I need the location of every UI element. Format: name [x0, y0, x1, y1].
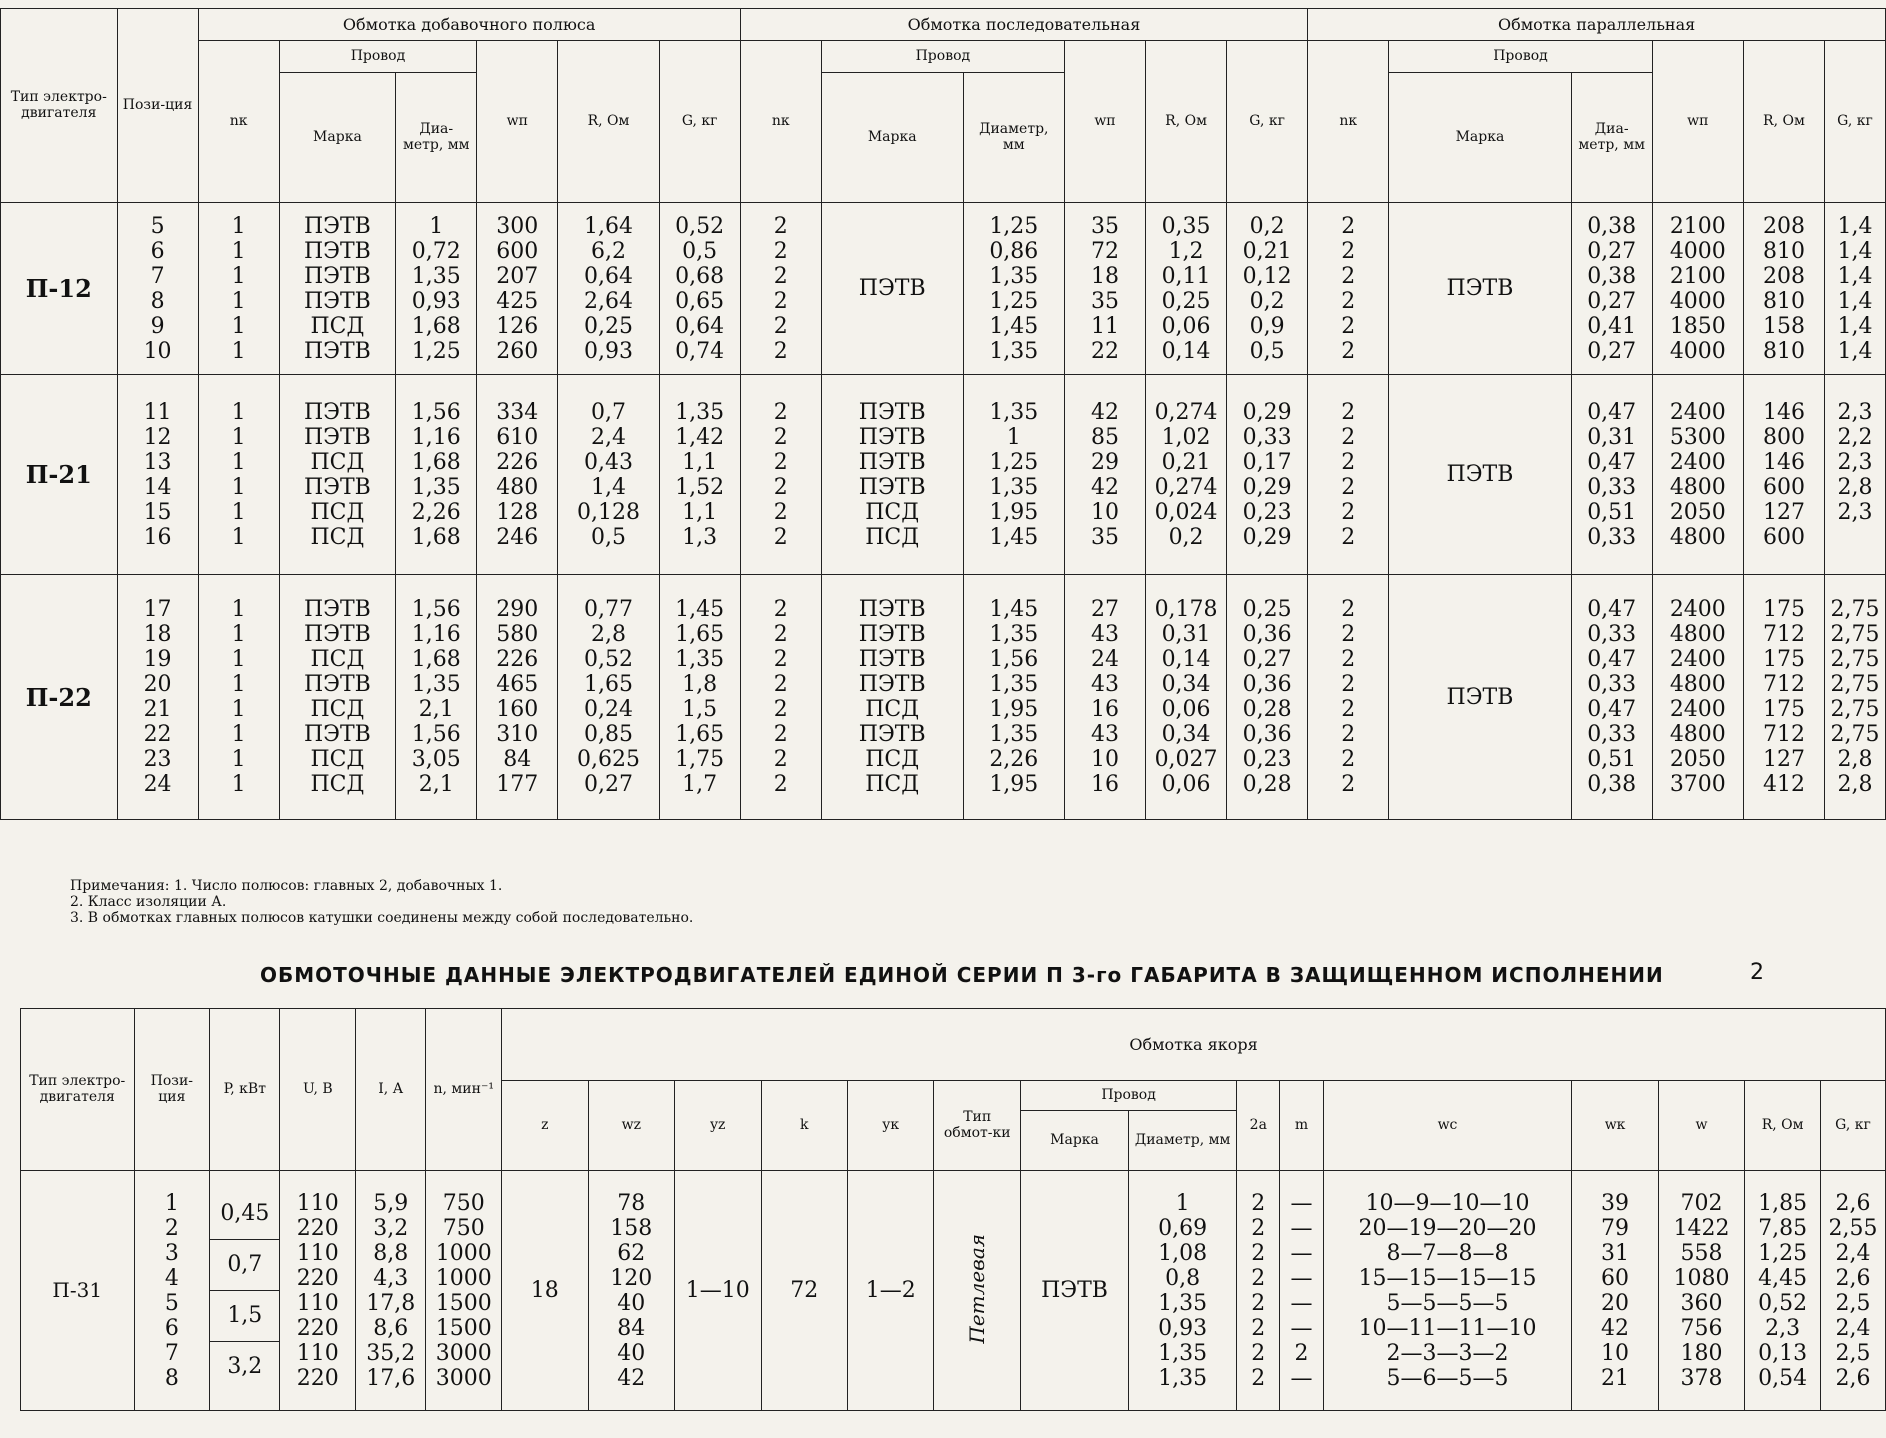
series-nk: 2 2 2 2 2 2	[740, 375, 821, 575]
motor-type: П-21	[1, 375, 118, 575]
parallel-diameter: 0,47 0,31 0,47 0,33 0,51 0,33	[1571, 375, 1652, 575]
header-r: R, Ом	[1745, 1081, 1821, 1171]
winding-type-cell	[934, 1171, 1020, 1411]
aux-marka: ПЭТВ ПЭТВ ПСД ПЭТВ ПСД ПЭТВ ПСД ПСД	[279, 575, 396, 820]
header-diameter: Диаметр, мм	[963, 73, 1064, 203]
aux-r: 1,64 6,2 0,64 2,64 0,25 0,93	[558, 203, 659, 375]
diameter: 1 0,69 1,08 0,8 1,35 0,93 1,35 1,35	[1129, 1171, 1237, 1411]
header-wk: wк	[1572, 1081, 1658, 1171]
header-k: k	[761, 1081, 847, 1171]
yk: 1—2	[848, 1171, 934, 1411]
series-g: 0,2 0,21 0,12 0,2 0,9 0,5	[1227, 203, 1308, 375]
header-aux-pole-winding: Обмотка добавочного полюса	[198, 9, 740, 41]
current: 5,9 3,2 8,8 4,3 17,8 8,6 35,2 17,6	[356, 1171, 426, 1411]
header-w: w	[1658, 1081, 1744, 1171]
armature-winding-table	[20, 1008, 1886, 1411]
header-power: P, кВт	[210, 1009, 280, 1171]
table-row	[21, 1171, 1886, 1411]
series-r: 0,178 0,31 0,14 0,34 0,06 0,34 0,027 0,06	[1146, 575, 1227, 820]
header-diameter: Диа-метр, мм	[1571, 73, 1652, 203]
header-winding-type: Тип обмот-ки	[934, 1081, 1020, 1171]
motor-type: П-12	[1, 203, 118, 375]
yz: 1—10	[675, 1171, 761, 1411]
wk: 39 79 31 60 20 42 10 21	[1572, 1171, 1658, 1411]
positions: 17 18 19 20 21 22 23 24	[117, 575, 198, 820]
header-wc: wc	[1323, 1081, 1572, 1171]
r: 1,85 7,85 1,25 4,45 0,52 2,3 0,13 0,54	[1745, 1171, 1821, 1411]
header-g: G, кг	[1820, 1081, 1885, 1171]
series-diameter: 1,35 1 1,25 1,35 1,95 1,45	[963, 375, 1064, 575]
header-g: G, кг	[659, 41, 740, 203]
power-value: 0,7	[210, 1240, 279, 1291]
header-wp: wп	[1652, 41, 1743, 203]
header-wire: Провод	[821, 41, 1064, 73]
header-marka: Марка	[1389, 73, 1571, 203]
header-position: Пози-ция	[134, 1009, 210, 1171]
header-marka: Марка	[279, 73, 396, 203]
header-wire: Провод	[1389, 41, 1652, 73]
positions: 11 12 13 14 15 16	[117, 375, 198, 575]
voltage: 110 220 110 220 110 220 110 220	[280, 1171, 356, 1411]
power-cell	[210, 1171, 280, 1411]
header-g: G, кг	[1227, 41, 1308, 203]
series-r: 0,274 1,02 0,21 0,274 0,024 0,2	[1146, 375, 1227, 575]
w: 702 1422 558 1080 360 756 180 378	[1658, 1171, 1744, 1411]
power-value: 3,2	[227, 1354, 263, 1379]
header-r: R, Ом	[558, 41, 659, 203]
aux-nk: 1 1 1 1 1 1	[198, 203, 279, 375]
header-voltage: U, В	[280, 1009, 356, 1171]
parallel-g: 2,75 2,75 2,75 2,75 2,75 2,75 2,8 2,8	[1824, 575, 1885, 820]
page-number: 2	[1750, 960, 1764, 985]
header-wp: wп	[477, 41, 558, 203]
header-current: I, А	[356, 1009, 426, 1171]
aux-nk: 1 1 1 1 1 1 1 1	[198, 575, 279, 820]
parallel-nk: 2 2 2 2 2 2	[1308, 203, 1389, 375]
winding-table-main	[0, 8, 1886, 820]
header-wz: wz	[588, 1081, 674, 1171]
parallel-wp: 2400 5300 2400 4800 2050 4800	[1652, 375, 1743, 575]
series-nk: 2 2 2 2 2 2	[740, 203, 821, 375]
series-marka: ПЭТВ ПЭТВ ПЭТВ ПЭТВ ПСД ПЭТВ ПСД ПСД	[821, 575, 963, 820]
winding-type: Петлевая	[965, 1233, 990, 1344]
g: 2,6 2,55 2,4 2,6 2,5 2,4 2,5 2,6	[1820, 1171, 1885, 1411]
series-wp: 35 72 18 35 11 22	[1064, 203, 1145, 375]
power-value: 0,45	[210, 1189, 279, 1240]
power-value: 1,5	[210, 1291, 279, 1342]
header-z: z	[502, 1081, 588, 1171]
header-speed: n, мин⁻¹	[426, 1009, 502, 1171]
aux-diameter: 1 0,72 1,35 0,93 1,68 1,25	[396, 203, 477, 375]
header-yz: yz	[675, 1081, 761, 1171]
parallel-wp: 2100 4000 2100 4000 1850 4000	[1652, 203, 1743, 375]
aux-marka: ПЭТВ ПЭТВ ПЭТВ ПЭТВ ПСД ПЭТВ	[279, 203, 396, 375]
header-diameter: Диа-метр, мм	[396, 73, 477, 203]
aux-g: 1,45 1,65 1,35 1,8 1,5 1,65 1,75 1,7	[659, 575, 740, 820]
header-diameter: Диаметр, мм	[1129, 1111, 1237, 1171]
speed: 750 750 1000 1000 1500 1500 3000 3000	[426, 1171, 502, 1411]
series-diameter: 1,45 1,35 1,56 1,35 1,95 1,35 2,26 1,95	[963, 575, 1064, 820]
series-nk: 2 2 2 2 2 2 2 2	[740, 575, 821, 820]
wc: 10—9—10—10 20—19—20—20 8—7—8—8 15—15—15—15 5—5—5—5 10—11—11—10 2—3—3—2 5—6—5—5	[1323, 1171, 1572, 1411]
series-marka: ПЭТВ	[821, 203, 963, 375]
aux-wp: 334 610 226 480 128 246	[477, 375, 558, 575]
aux-r: 0,7 2,4 0,43 1,4 0,128 0,5	[558, 375, 659, 575]
positions: 5 6 7 8 9 10	[117, 203, 198, 375]
wz: 78 158 62 120 40 84 40 42	[588, 1171, 674, 1411]
parallel-g: 2,3 2,2 2,3 2,8 2,3	[1824, 375, 1885, 575]
table-row	[1, 575, 1886, 820]
header-m: m	[1280, 1081, 1323, 1171]
header-nk: nк	[198, 41, 279, 203]
aux-nk: 1 1 1 1 1 1	[198, 375, 279, 575]
parallel-r: 208 810 208 810 158 810	[1743, 203, 1824, 375]
parallel-nk: 2 2 2 2 2 2 2 2	[1308, 575, 1389, 820]
notes	[70, 878, 693, 926]
aux-marka: ПЭТВ ПЭТВ ПСД ПЭТВ ПСД ПСД	[279, 375, 396, 575]
header-wire: Провод	[1020, 1081, 1236, 1111]
series-diameter: 1,25 0,86 1,35 1,25 1,45 1,35	[963, 203, 1064, 375]
parallel-r: 175 712 175 712 175 712 127 412	[1743, 575, 1824, 820]
table-row	[1, 375, 1886, 575]
marka: ПЭТВ	[1020, 1171, 1128, 1411]
header-r: R, Ом	[1146, 41, 1227, 203]
header-g: G, кг	[1824, 41, 1885, 203]
aux-r: 0,77 2,8 0,52 1,65 0,24 0,85 0,625 0,27	[558, 575, 659, 820]
k: 72	[761, 1171, 847, 1411]
z: 18	[502, 1171, 588, 1411]
aux-diameter: 1,56 1,16 1,68 1,35 2,1 1,56 3,05 2,1	[396, 575, 477, 820]
series-g: 0,29 0,33 0,17 0,29 0,23 0,29	[1227, 375, 1308, 575]
header-motor-type: Тип электро-двигателя	[21, 1009, 135, 1171]
motor-type: П-22	[1, 575, 118, 820]
series-r: 0,35 1,2 0,11 0,25 0,06 0,14	[1146, 203, 1227, 375]
header-motor-type: Тип электро-двигателя	[1, 9, 118, 203]
parallel-r: 146 800 146 600 127 600	[1743, 375, 1824, 575]
table-row	[1, 203, 1886, 375]
header-r: R, Ом	[1743, 41, 1824, 203]
positions: 1 2 3 4 5 6 7 8	[134, 1171, 210, 1411]
aux-diameter: 1,56 1,16 1,68 1,35 2,26 1,68	[396, 375, 477, 575]
header-series-winding: Обмотка последовательная	[740, 9, 1307, 41]
header-2a: 2a	[1237, 1081, 1280, 1171]
header-nk: nк	[740, 41, 821, 203]
header-position: Пози-ция	[117, 9, 198, 203]
header-yk: yк	[848, 1081, 934, 1171]
parallel-marka: ПЭТВ	[1389, 375, 1571, 575]
header-armature-winding: Обмотка якоря	[502, 1009, 1886, 1081]
parallel-diameter: 0,47 0,33 0,47 0,33 0,47 0,33 0,51 0,38	[1571, 575, 1652, 820]
header-marka: Марка	[821, 73, 963, 203]
header-marka: Марка	[1020, 1111, 1128, 1171]
series-wp: 42 85 29 42 10 35	[1064, 375, 1145, 575]
parallel-g: 1,4 1,4 1,4 1,4 1,4 1,4	[1824, 203, 1885, 375]
parallel-nk: 2 2 2 2 2 2	[1308, 375, 1389, 575]
parallel-diameter: 0,38 0,27 0,38 0,27 0,41 0,27	[1571, 203, 1652, 375]
parallel-marka: ПЭТВ	[1389, 575, 1571, 820]
note-line: Примечания: 1. Число полюсов: главных 2, добавочных 1.	[70, 878, 503, 894]
header-wp: wп	[1064, 41, 1145, 203]
parallel-wp: 2400 4800 2400 4800 2400 4800 2050 3700	[1652, 575, 1743, 820]
aux-wp: 300 600 207 425 126 260	[477, 203, 558, 375]
m: — — — — — — 2 —	[1280, 1171, 1323, 1411]
note-line: 2. Класс изоляции А.	[70, 894, 227, 910]
aux-g: 1,35 1,42 1,1 1,52 1,1 1,3	[659, 375, 740, 575]
aux-wp: 290 580 226 465 160 310 84 177	[477, 575, 558, 820]
section-title: ОБМОТОЧНЫЕ ДАННЫЕ ЭЛЕКТРОДВИГАТЕЛЕЙ ЕДИНОЙ СЕРИИ П 3-го ГАБАРИТА В ЗАЩИЩЕННОМ ИСПОЛНЕНИИ	[260, 963, 1664, 987]
header-parallel-winding: Обмотка параллельная	[1308, 9, 1886, 41]
a2: 2 2 2 2 2 2 2 2	[1237, 1171, 1280, 1411]
series-g: 0,25 0,36 0,27 0,36 0,28 0,36 0,23 0,28	[1227, 575, 1308, 820]
motor-type: П-31	[21, 1171, 135, 1411]
note-line: 3. В обмотках главных полюсов катушки соединены между собой последовательно.	[70, 910, 694, 926]
header-nk: nк	[1308, 41, 1389, 203]
series-marka: ПЭТВ ПЭТВ ПЭТВ ПЭТВ ПСД ПСД	[821, 375, 963, 575]
header-wire: Провод	[279, 41, 477, 73]
parallel-marka: ПЭТВ	[1389, 203, 1571, 375]
aux-g: 0,52 0,5 0,68 0,65 0,64 0,74	[659, 203, 740, 375]
series-wp: 27 43 24 43 16 43 10 16	[1064, 575, 1145, 820]
